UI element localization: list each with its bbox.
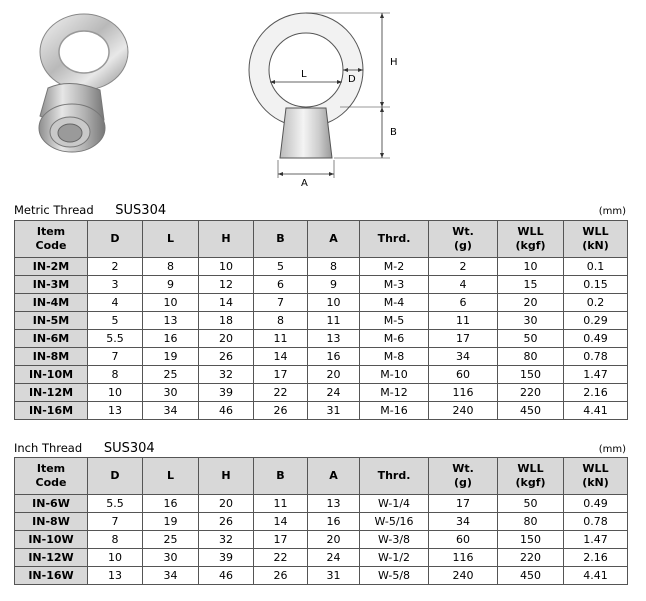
header-cell: Thrd. — [360, 221, 429, 258]
table-cell: 19 — [143, 348, 199, 366]
table-row — [15, 330, 628, 348]
table-cell: 5.5 — [88, 495, 143, 513]
table-cell: 24 — [308, 549, 360, 567]
table-cell: M-3 — [360, 276, 429, 294]
header-cell: L — [143, 221, 199, 258]
table-cell: 11 — [254, 495, 308, 513]
table-cell: 2.16 — [564, 384, 628, 402]
table-cell: 10 — [88, 384, 143, 402]
table-cell: 150 — [498, 531, 564, 549]
table-cell: M-10 — [360, 366, 429, 384]
table-cell: 14 — [254, 513, 308, 531]
table-cell: 17 — [429, 495, 498, 513]
table-cell: 39 — [199, 384, 254, 402]
table-cell: 1.47 — [564, 366, 628, 384]
table-cell: 17 — [429, 330, 498, 348]
table-cell: W-5/16 — [360, 513, 429, 531]
table-cell: 13 — [308, 495, 360, 513]
header-cell: A — [308, 221, 360, 258]
table-cell: 10 — [199, 258, 254, 276]
table-cell: 19 — [143, 513, 199, 531]
table-cell: 13 — [88, 402, 143, 420]
table-cell: 13 — [143, 312, 199, 330]
table-cell: 450 — [498, 567, 564, 585]
table-cell: 16 — [308, 513, 360, 531]
table-cell: M-2 — [360, 258, 429, 276]
table-row — [15, 276, 628, 294]
table-cell: 34 — [429, 348, 498, 366]
header-cell: Item Code — [15, 221, 88, 258]
table-row — [15, 258, 628, 276]
table-cell: 0.1 — [564, 258, 628, 276]
table-cell: 12 — [199, 276, 254, 294]
inch-unit: (mm) — [598, 444, 626, 455]
table-cell: 20 — [308, 531, 360, 549]
table-cell: 10 — [143, 294, 199, 312]
table-cell: 24 — [308, 384, 360, 402]
table-cell: 31 — [308, 567, 360, 585]
table-cell: 26 — [254, 402, 308, 420]
table-cell: 13 — [88, 567, 143, 585]
table-cell: 80 — [498, 348, 564, 366]
table-cell: 30 — [498, 312, 564, 330]
table-cell: M-5 — [360, 312, 429, 330]
inch-table-body — [15, 495, 628, 585]
item-code-cell: IN-12M — [15, 384, 88, 402]
table-cell: 17 — [254, 531, 308, 549]
table-cell: 13 — [308, 330, 360, 348]
table-cell: 150 — [498, 366, 564, 384]
table-header-row — [15, 458, 628, 495]
table-cell: 34 — [143, 402, 199, 420]
table-cell: 0.2 — [564, 294, 628, 312]
table-cell: 30 — [143, 549, 199, 567]
table-cell: 240 — [429, 402, 498, 420]
table-cell: 7 — [88, 348, 143, 366]
item-code-cell: IN-8M — [15, 348, 88, 366]
table-cell: 11 — [429, 312, 498, 330]
eye-nut-dimension-drawing-icon — [230, 8, 430, 188]
header-cell: B — [254, 458, 308, 495]
table-cell: 30 — [143, 384, 199, 402]
table-row — [15, 312, 628, 330]
table-cell: 8 — [88, 531, 143, 549]
table-cell: 32 — [199, 531, 254, 549]
table-cell: 10 — [308, 294, 360, 312]
table-cell: 50 — [498, 495, 564, 513]
header-cell: B — [254, 221, 308, 258]
header-cell: A — [308, 458, 360, 495]
item-code-cell: IN-8W — [15, 513, 88, 531]
table-cell: M-4 — [360, 294, 429, 312]
item-code-cell: IN-6W — [15, 495, 88, 513]
table-cell: 16 — [308, 348, 360, 366]
table-cell: 0.49 — [564, 495, 628, 513]
table-cell: 20 — [308, 366, 360, 384]
item-code-cell: IN-16W — [15, 567, 88, 585]
table-cell: 25 — [143, 531, 199, 549]
table-cell: 60 — [429, 366, 498, 384]
table-row — [15, 531, 628, 549]
item-code-cell: IN-10W — [15, 531, 88, 549]
table-cell: 11 — [254, 330, 308, 348]
inch-caption-grade: SUS304 — [103, 441, 155, 456]
metric-spec-table — [14, 220, 628, 420]
item-code-cell: IN-6M — [15, 330, 88, 348]
table-cell: 26 — [199, 348, 254, 366]
inch-caption-title: Inch Thread — [14, 441, 83, 455]
table-row — [15, 495, 628, 513]
header-cell: WLL (kN) — [564, 221, 628, 258]
header-cell: Wt. (g) — [429, 221, 498, 258]
table-cell: 9 — [308, 276, 360, 294]
table-cell: 0.29 — [564, 312, 628, 330]
table-header-row — [15, 221, 628, 258]
table-cell: 10 — [498, 258, 564, 276]
table-cell: M-16 — [360, 402, 429, 420]
table-cell: 46 — [199, 567, 254, 585]
table-cell: 0.49 — [564, 330, 628, 348]
table-cell: 14 — [199, 294, 254, 312]
table-cell: 46 — [199, 402, 254, 420]
dim-label-l: L — [301, 69, 307, 80]
table-cell: W-1/2 — [360, 549, 429, 567]
table-cell: 15 — [498, 276, 564, 294]
table-row — [15, 294, 628, 312]
header-cell: WLL (kgf) — [498, 221, 564, 258]
header-cell: Item Code — [15, 458, 88, 495]
table-cell: 10 — [88, 549, 143, 567]
metric-caption-grade: SUS304 — [115, 203, 167, 218]
table-cell: 450 — [498, 402, 564, 420]
header-cell: D — [88, 458, 143, 495]
table-cell: W-5/8 — [360, 567, 429, 585]
table-cell: 6 — [254, 276, 308, 294]
header-cell: Wt. (g) — [429, 458, 498, 495]
dim-label-h: H — [390, 57, 398, 68]
header-cell: H — [199, 221, 254, 258]
table-row — [15, 549, 628, 567]
table-cell: 220 — [498, 549, 564, 567]
metric-table-body — [15, 258, 628, 420]
inch-spec-table — [14, 457, 628, 585]
header-cell: WLL (kN) — [564, 458, 628, 495]
table-cell: 16 — [143, 330, 199, 348]
item-code-cell: IN-10M — [15, 366, 88, 384]
table-cell: 80 — [498, 513, 564, 531]
table-cell: 5 — [254, 258, 308, 276]
table-cell: M-8 — [360, 348, 429, 366]
inch-caption — [14, 441, 155, 456]
table-row — [15, 384, 628, 402]
table-cell: 17 — [254, 366, 308, 384]
item-code-cell: IN-5M — [15, 312, 88, 330]
table-cell: 9 — [143, 276, 199, 294]
table-cell: 4.41 — [564, 402, 628, 420]
table-cell: 116 — [429, 549, 498, 567]
table-cell: 34 — [429, 513, 498, 531]
table-cell: 16 — [143, 495, 199, 513]
table-cell: 5 — [88, 312, 143, 330]
table-cell: 26 — [199, 513, 254, 531]
table-cell: 4 — [429, 276, 498, 294]
table-cell: 3 — [88, 276, 143, 294]
header-cell: L — [143, 458, 199, 495]
table-cell: 4.41 — [564, 567, 628, 585]
table-cell: 18 — [199, 312, 254, 330]
dim-label-d: D — [348, 74, 356, 85]
header-cell: WLL (kgf) — [498, 458, 564, 495]
table-cell: 2 — [88, 258, 143, 276]
table-cell: 1.47 — [564, 531, 628, 549]
table-cell: 2 — [429, 258, 498, 276]
header-cell: D — [88, 221, 143, 258]
table-cell: 6 — [429, 294, 498, 312]
table-cell: 5.5 — [88, 330, 143, 348]
item-code-cell: IN-4M — [15, 294, 88, 312]
header-cell: Thrd. — [360, 458, 429, 495]
table-cell: 116 — [429, 384, 498, 402]
table-cell: 7 — [254, 294, 308, 312]
table-cell: 20 — [199, 330, 254, 348]
table-cell: 60 — [429, 531, 498, 549]
table-cell: 50 — [498, 330, 564, 348]
metric-unit: (mm) — [598, 206, 626, 217]
dim-label-b: B — [390, 127, 397, 138]
table-cell: 31 — [308, 402, 360, 420]
table-cell: W-3/8 — [360, 531, 429, 549]
item-code-cell: IN-12W — [15, 549, 88, 567]
table-row — [15, 348, 628, 366]
table-cell: 8 — [143, 258, 199, 276]
table-cell: 20 — [498, 294, 564, 312]
table-row — [15, 366, 628, 384]
table-row — [15, 567, 628, 585]
eye-nut-photo-icon — [18, 8, 138, 158]
table-cell: 0.15 — [564, 276, 628, 294]
table-cell: 7 — [88, 513, 143, 531]
table-cell: 0.78 — [564, 348, 628, 366]
table-cell: 22 — [254, 384, 308, 402]
table-cell: 220 — [498, 384, 564, 402]
table-cell: 39 — [199, 549, 254, 567]
item-code-cell: IN-3M — [15, 276, 88, 294]
table-cell: 8 — [308, 258, 360, 276]
item-code-cell: IN-2M — [15, 258, 88, 276]
table-cell: 8 — [254, 312, 308, 330]
table-cell: 22 — [254, 549, 308, 567]
item-code-cell: IN-16M — [15, 402, 88, 420]
metric-caption — [14, 203, 166, 218]
table-cell: 20 — [199, 495, 254, 513]
table-cell: 8 — [88, 366, 143, 384]
table-row — [15, 402, 628, 420]
table-cell: 240 — [429, 567, 498, 585]
header-cell: H — [199, 458, 254, 495]
table-cell: M-6 — [360, 330, 429, 348]
table-cell: 4 — [88, 294, 143, 312]
table-cell: 25 — [143, 366, 199, 384]
table-cell: W-1/4 — [360, 495, 429, 513]
table-cell: 26 — [254, 567, 308, 585]
table-cell: 34 — [143, 567, 199, 585]
table-row — [15, 513, 628, 531]
table-cell: 14 — [254, 348, 308, 366]
table-cell: 32 — [199, 366, 254, 384]
dim-label-a: A — [301, 178, 308, 188]
metric-caption-title: Metric Thread — [14, 203, 94, 217]
table-cell: M-12 — [360, 384, 429, 402]
table-cell: 2.16 — [564, 549, 628, 567]
table-cell: 0.78 — [564, 513, 628, 531]
table-cell: 11 — [308, 312, 360, 330]
